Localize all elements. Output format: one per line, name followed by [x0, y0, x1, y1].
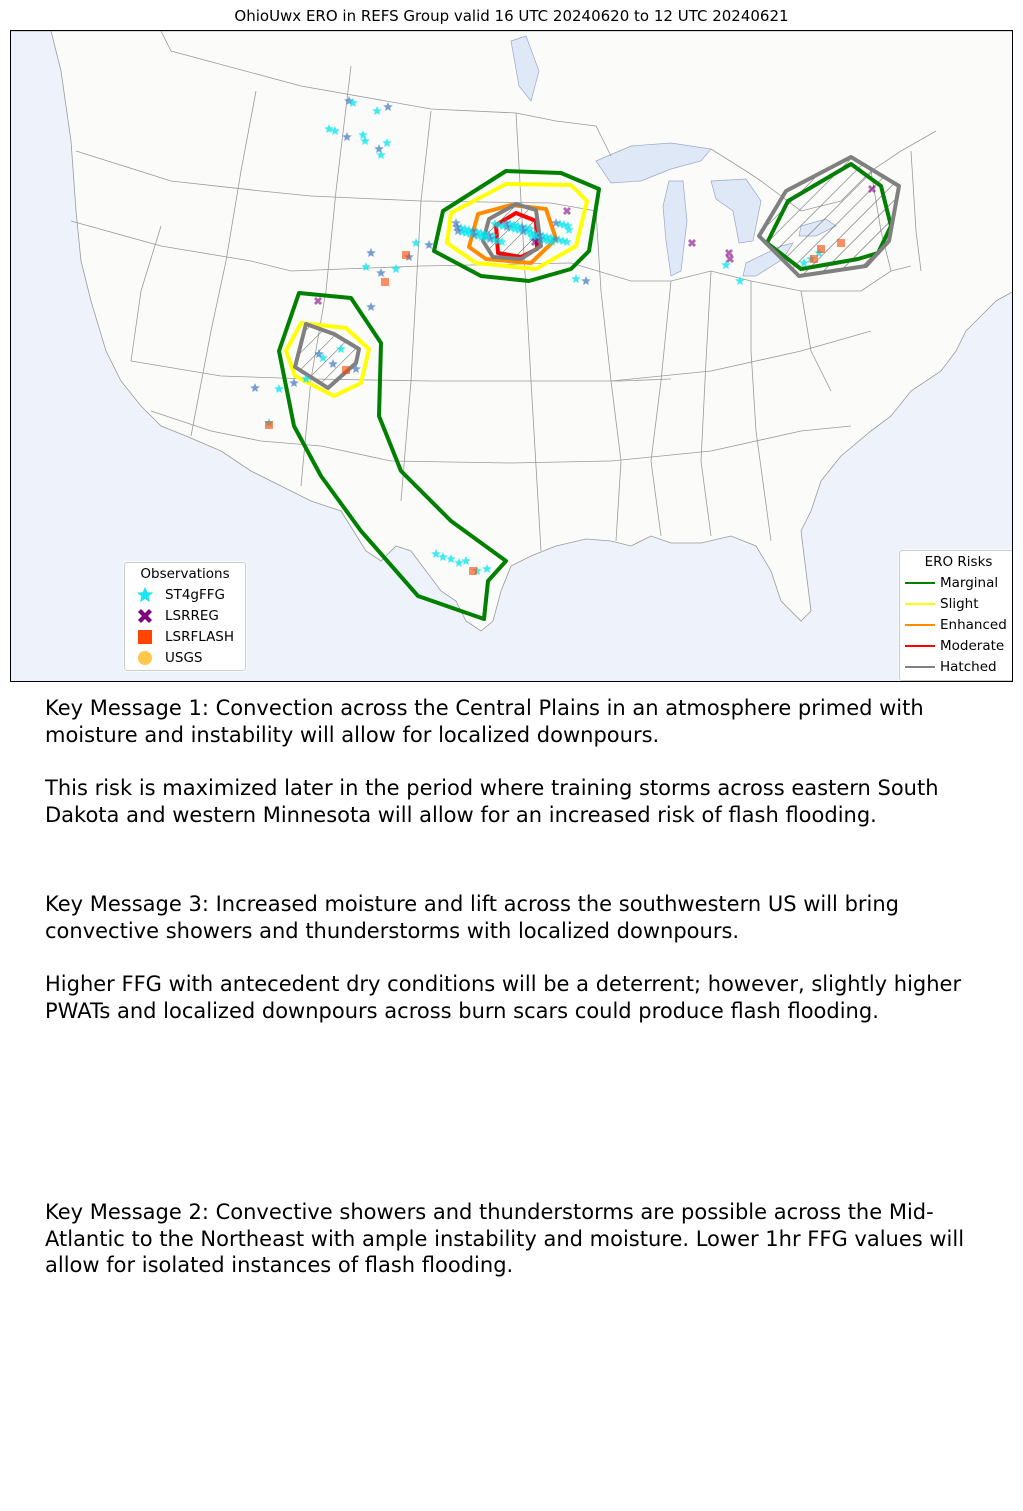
legend-item-hatched	[900, 656, 1013, 677]
map-title: OhioUwx ERO in REFS Group valid 16 UTC 20240620 to 12 UTC 20240621	[234, 7, 789, 25]
legend-item-moderate	[900, 635, 1013, 656]
moderate-line-icon	[905, 645, 935, 647]
legend-label-marginal: Marginal	[940, 574, 999, 591]
legend-label-hatched: Hatched	[940, 658, 997, 675]
lsrflash-marker	[810, 255, 818, 263]
observations-legend-title: Observations	[140, 566, 230, 582]
legend-label-lsrflash: LSRFLASH	[165, 628, 235, 645]
x-marker-icon	[125, 605, 165, 626]
legend-label-moderate: Moderate	[940, 637, 1005, 654]
marginal-line-icon	[905, 582, 935, 584]
legend-label-slight: Slight	[940, 595, 979, 612]
hatched-line-icon	[905, 666, 935, 668]
key-message-2: Key Message 2: Convective showers and thunderstorms are possible across the Mid-Atlantic to the Northeast with ample instability and moisture. Lower 1hr FFG values will allow for isolated instances of flash flooding.	[45, 1200, 965, 1277]
key-message-3: Key Message 3: Increased moisture and lift across the southwestern US will bring convective showers and thunderstorms with localized downpours.	[45, 892, 900, 943]
square-icon	[125, 626, 165, 647]
legend-label-enhanced: Enhanced	[940, 616, 1007, 633]
observations-legend	[124, 562, 246, 671]
legend-item-marginal	[900, 572, 1013, 593]
legend-label-st4gffg: ST4gFFG	[165, 586, 225, 603]
key-message-3-detail: Higher FFG with antecedent dry conditions will be a deterrent; however, slightly higher PWATs and localized downpours across burn scars could produce flash flooding.	[45, 972, 962, 1023]
legend-label-lsrreg: LSRREG	[165, 607, 219, 624]
lsrflash-marker	[817, 245, 825, 253]
lsrflash-marker	[381, 278, 389, 286]
legend-item-lsrreg	[125, 605, 245, 626]
ero-risks-legend	[899, 550, 1013, 681]
land-mass	[11, 31, 1013, 631]
lsrflash-marker	[837, 239, 845, 247]
star-icon	[125, 584, 165, 605]
circle-icon	[125, 647, 165, 668]
ero-legend-title: ERO Risks	[924, 554, 993, 570]
legend-item-enhanced	[900, 614, 1013, 635]
slight-line-icon	[905, 603, 935, 605]
lsrflash-marker	[342, 366, 350, 374]
legend-item-lsrflash	[125, 626, 245, 647]
lsrflash-marker	[402, 251, 410, 259]
legend-item-st4gffg	[125, 584, 245, 605]
key-message-1: Key Message 1: Convection across the Central Plains in an atmosphere primed with moisture and instability will allow for localized downpours.	[45, 696, 924, 747]
lsrflash-marker	[469, 567, 477, 575]
legend-label-usgs: USGS	[165, 649, 203, 666]
legend-item-slight	[900, 593, 1013, 614]
legend-item-usgs	[125, 647, 245, 668]
map-panel[interactable]	[10, 30, 1013, 682]
lsrflash-marker	[265, 421, 273, 429]
key-message-1-detail: This risk is maximized later in the period where training storms across eastern South Dakota and western Minnesota will allow for an increased risk of flash flooding.	[45, 776, 939, 827]
enhanced-line-icon	[905, 624, 935, 626]
